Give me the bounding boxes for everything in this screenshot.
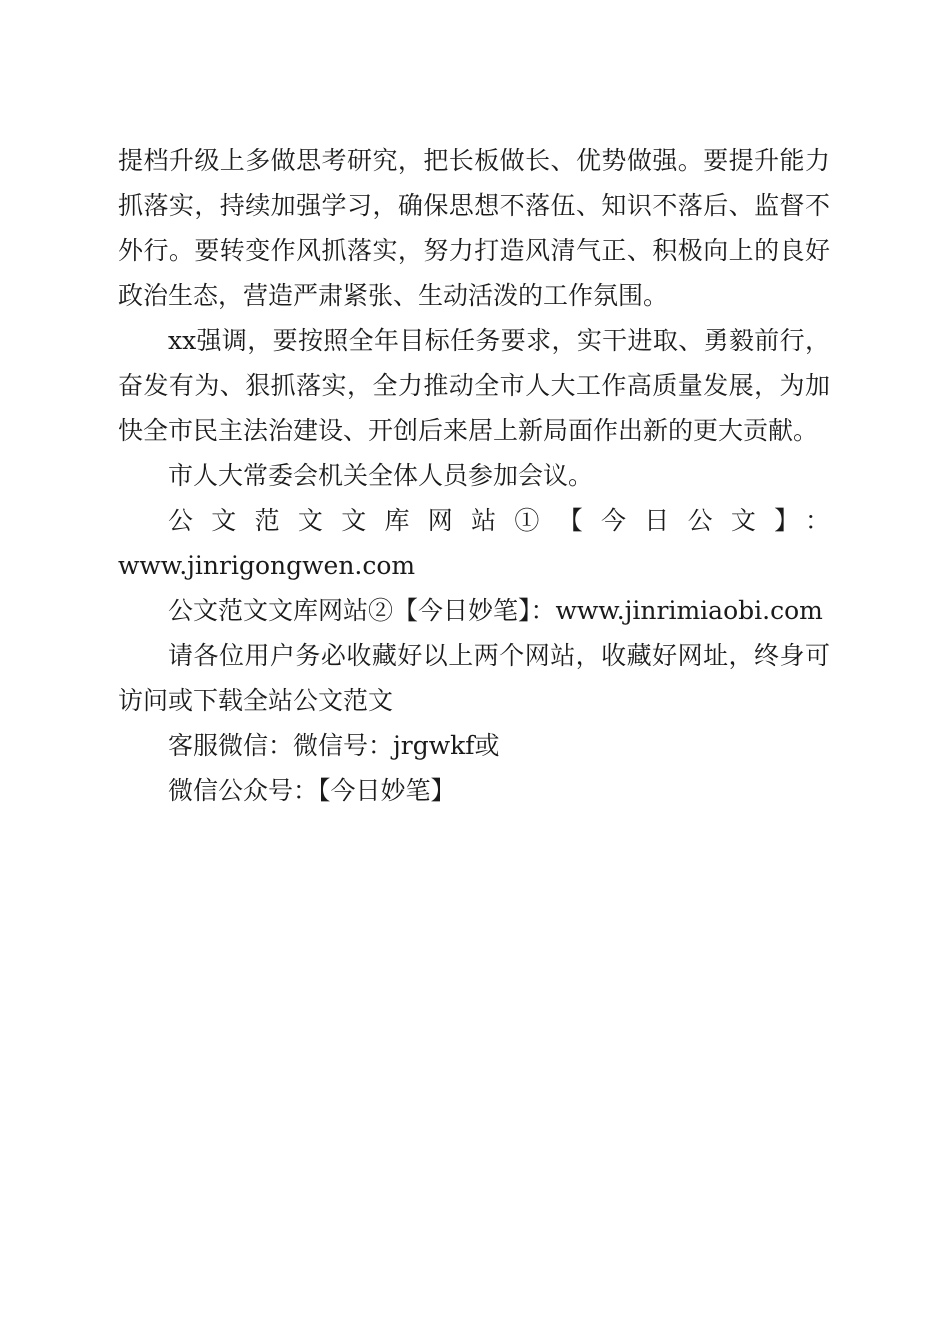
document-body bbox=[118, 138, 830, 813]
site2-line[interactable]: 公文范文文库网站②【今日妙笔】：www.jinrimiaobi.com bbox=[168, 596, 823, 625]
paragraph-attendance: 市人大常委会机关全体人员参加会议。 bbox=[168, 461, 594, 490]
paragraph-continuation: 提档升级上多做思考研究，把长板做长、优势做强。要提升能力抓落实，持续加强学习，确保思想不落伍、知识不落后、监督不外行。要转变作风抓落实，努力打造风清气正、积极向上的良好政治生态，营造严肃紧张、生动活泼的工作氛围。 bbox=[118, 146, 830, 310]
service-wechat: 客服微信：微信号：jrgwkf或 bbox=[168, 731, 500, 760]
public-account: 微信公众号：【今日妙笔】 bbox=[168, 776, 456, 805]
paragraph-emphasis: xx强调，要按照全年目标任务要求，实干进取、勇毅前行，奋发有为、狠抓落实，全力推动全市人大工作高质量发展，为加快全市民主法治建设、开创后来居上新局面作出新的更大贡献。 bbox=[118, 326, 830, 445]
bookmark-notice: 请各位用户务必收藏好以上两个网站，收藏好网址，终身可访问或下载全站公文范文 bbox=[118, 641, 830, 715]
site1-url[interactable]: www.jinrigongwen.com bbox=[118, 551, 416, 580]
site1-label: 公文范文文库网站①【今日公文】： bbox=[168, 506, 830, 535]
